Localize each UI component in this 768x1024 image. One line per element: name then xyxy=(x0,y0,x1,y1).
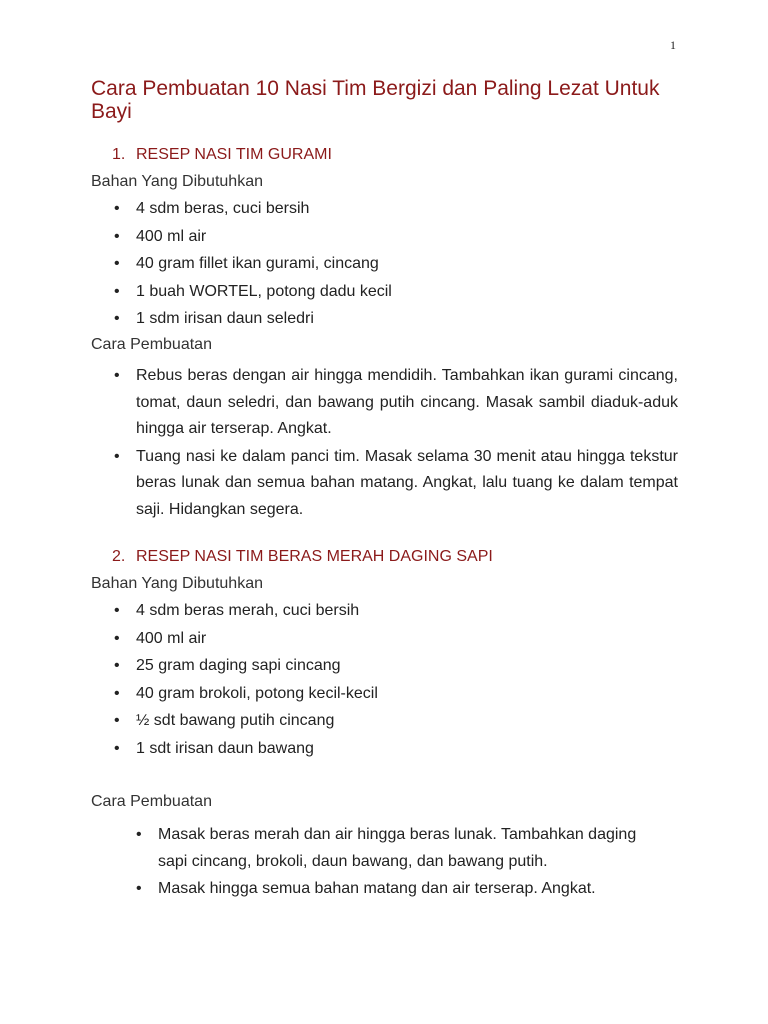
recipe-1-steps-label: Cara Pembuatan xyxy=(91,336,212,353)
ingredient-text: ½ sdt bawang putih cincang xyxy=(136,712,335,729)
bullet-icon: • xyxy=(136,826,142,843)
list-item xyxy=(114,629,676,658)
recipe-2-number: 2. xyxy=(112,548,126,565)
bullet-icon: • xyxy=(114,447,120,465)
list-item xyxy=(114,602,676,630)
bullet-icon: • xyxy=(114,657,120,674)
bullet-icon: • xyxy=(114,602,120,619)
step-text: Tuang nasi ke dalam panci tim. Masak selama 30 menit atau hingga tekstur beras lunak dan semua bahan matang. Angkat, lalu tuang ke dalam tempat saji. Hidangkan segera. xyxy=(136,447,678,518)
ingredient-text: 1 sdt irisan daun bawang xyxy=(136,739,314,757)
recipe-1-steps-list xyxy=(114,363,678,523)
list-item xyxy=(114,684,676,713)
list-item xyxy=(114,200,676,228)
ingredient-text: 400 ml air xyxy=(136,227,207,245)
ingredient-text: 4 sdm beras merah, cuci bersih xyxy=(136,602,360,619)
list-item xyxy=(114,227,676,256)
bullet-icon: • xyxy=(114,684,120,702)
step-text: Masak beras merah dan air hingga beras lunak. Tambahkan daging sapi cincang, brokoli, daun bawang, dan bawang putih. xyxy=(158,826,637,870)
ingredient-text: 1 sdm irisan daun seledri xyxy=(136,310,314,327)
list-item xyxy=(136,821,658,875)
recipe-1-number: 1. xyxy=(112,146,126,163)
ingredient-text: 1 buah WORTEL, potong dadu kecil xyxy=(136,282,392,300)
ingredient-text: 4 sdm beras, cuci bersih xyxy=(136,200,310,217)
bullet-icon: • xyxy=(114,282,120,300)
bullet-icon: • xyxy=(114,629,120,647)
recipe-2-heading xyxy=(112,548,493,566)
step-text: Masak hingga semua bahan matang dan air terserap. Angkat. xyxy=(158,880,596,897)
recipe-2-steps-label: Cara Pembuatan xyxy=(91,793,212,810)
ingredient-text: 40 gram fillet ikan gurami, cincang xyxy=(136,255,379,272)
bullet-icon: • xyxy=(114,200,120,217)
bullet-icon: • xyxy=(136,880,142,897)
ingredient-text: 40 gram brokoli, potong kecil-kecil xyxy=(136,684,378,702)
recipe-1-ingredients-label: Bahan Yang Dibutuhkan xyxy=(91,173,263,190)
bullet-icon: • xyxy=(114,367,120,384)
list-item xyxy=(114,282,676,311)
recipe-1-title: RESEP NASI TIM GURAMI xyxy=(136,146,332,163)
recipe-2-steps-list xyxy=(136,821,658,902)
recipe-1-ingredients-list xyxy=(114,200,676,338)
list-item xyxy=(114,657,676,685)
list-item xyxy=(114,363,678,443)
recipe-2-ingredients-list xyxy=(114,602,676,767)
ingredient-text: 400 ml air xyxy=(136,629,207,647)
bullet-icon: • xyxy=(114,712,120,729)
list-item xyxy=(136,875,658,902)
list-item xyxy=(114,444,678,524)
page-number: 1 xyxy=(670,38,676,52)
step-text: Rebus beras dengan air hingga mendidih. Tambahkan ikan gurami cincang, tomat, daun seledri, dan bawang putih cincang. Masak sambil diaduk-aduk hingga air terserap. Angkat. xyxy=(136,367,678,437)
bullet-icon: • xyxy=(114,310,120,327)
ingredient-text: 25 gram daging sapi cincang xyxy=(136,657,341,674)
bullet-icon: • xyxy=(114,739,120,757)
bullet-icon: • xyxy=(114,227,120,245)
recipe-2-ingredients-label: Bahan Yang Dibutuhkan xyxy=(91,575,263,592)
recipe-2-title: RESEP NASI TIM BERAS MERAH DAGING SAPI xyxy=(136,548,493,565)
list-item xyxy=(114,712,676,740)
list-item xyxy=(114,310,676,338)
recipe-1-heading xyxy=(112,146,332,164)
list-item xyxy=(114,739,676,768)
list-item xyxy=(114,255,676,283)
bullet-icon: • xyxy=(114,255,120,272)
document-title: Cara Pembuatan 10 Nasi Tim Bergizi dan Paling Lezat Untuk Bayi xyxy=(91,77,660,123)
